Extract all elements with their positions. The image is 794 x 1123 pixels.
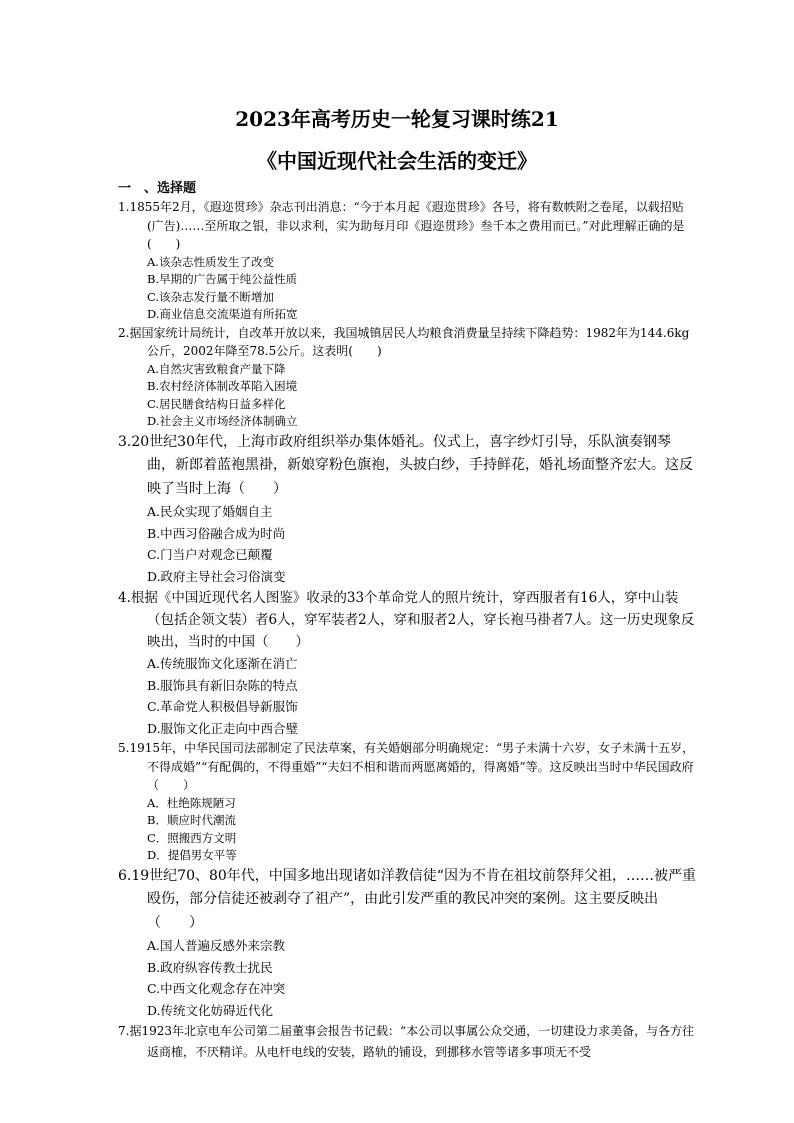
option-b: B.早期的广告属于纯公益性质 xyxy=(147,272,298,286)
question-stem: 2.据国家统计局统计，自改革开放以来，我国城镇居民人均粮食消费量呈持续下降趋势：1982年为144.6kg公斤，2002年降至78.5公斤。这表明( ) xyxy=(118,325,690,358)
question-stem: 6.19世纪70、80年代，中国多地出现诸如洋教信徒“因为不肯在祖坟前祭拜父祖，……被严重殴伤，部分信徒还被剥夺了祖产”，由此引发严重的教民冲突的案例。这主要反映出（ ） xyxy=(118,867,696,931)
option-c: C．照搬西方文明 xyxy=(147,830,237,845)
question-stem: 7.据1923年北京电车公司第二届董事会报告书记载：“本公司以事属公众交通，一切建设力求美备，与各方往返商榷，不厌精详。从电杆电线的安装，路轨的铺设，到挪移水管等诸多事项无不受 xyxy=(118,1024,695,1059)
question-5 xyxy=(118,739,698,865)
question-2 xyxy=(118,324,698,431)
question-1 xyxy=(118,198,698,324)
option-b: B．顺应时代潮流 xyxy=(147,813,236,827)
option-c: C.门当户对观念已颠覆 xyxy=(147,547,273,562)
option-d: D.政府主导社会习俗演变 xyxy=(147,568,286,584)
option-d: D.传统文化妨碍近代化 xyxy=(147,1002,274,1018)
option-b: B.中西习俗融合成为时尚 xyxy=(147,525,286,541)
option-d: D．提倡男女平等 xyxy=(147,848,237,862)
question-7 xyxy=(118,1021,698,1063)
option-c: C.革命党人积极倡导新服饰 xyxy=(147,699,298,714)
option-d: D.社会主义市场经济体制确立 xyxy=(147,414,298,428)
option-d: D.商业信息交流渠道有所拓宽 xyxy=(147,307,298,321)
option-a: A．杜绝陈规陋习 xyxy=(147,795,236,810)
document-title: 2023年高考历史一轮复习课时练21 xyxy=(235,107,559,131)
option-b: B.服饰具有新旧杂陈的特点 xyxy=(147,677,298,693)
document-subtitle: 《中国近现代社会生活的变迁》 xyxy=(257,149,537,173)
option-b: B.政府纵容传教士扰民 xyxy=(147,959,273,975)
question-stem: 5.1915年，中华民国司法部制定了民法草案，有关婚姻部分明确规定：“男子未满十六岁，女子未满十五岁，不得成婚”“有配偶的，不得重婚”“夫妇不相和谐而两愿离婚的，得离婚”等。这反映出当时中华民国政府（ ） xyxy=(118,741,695,792)
section-heading: 一 、选择题 xyxy=(118,181,197,196)
document-body xyxy=(118,180,698,1063)
question-stem: 1.1855年2月，《遐迩贯珍》杂志刊出消息：“今于本月起《遐迩贯珍》各号，将有数帙附之卷尾，以载招贴(广告)……至所取之银，非以求利，实为助每月印《遐迩贯珍》叁千本之费用而已。”对此理解正确的是( ) xyxy=(118,200,685,251)
question-stem: 4.根据《中国近现代名人图鉴》收录的33个革命党人的照片统计，穿西服者有16人，穿中山装（包括企领文装）者6人，穿军装者2人，穿和服者2人，穿长袍马褂者7人。这一历史现象反映出，当时的中国（ ） xyxy=(118,590,695,650)
option-c: C.该杂志发行量不断增加 xyxy=(147,289,275,304)
question-stem: 3.20世纪30年代，上海市政府组织举办集体婚礼。仪式上，喜字纱灯引导，乐队演奏钢琴曲，新郎着蓝袍黑褂，新娘穿粉色旗袍，头披白纱，手持鲜花，婚礼场面整齐宏大。这反映了当时上海（ ） xyxy=(118,433,693,497)
option-b: B.农村经济体制改革陷入困境 xyxy=(147,379,298,393)
option-a: A.该杂志性质发生了改变 xyxy=(147,254,274,269)
option-a: A.国人普遍反感外来宗教 xyxy=(147,938,286,953)
option-a: A.自然灾害致粮食产量下降 xyxy=(147,361,286,376)
option-a: A.民众实现了婚姻自主 xyxy=(147,504,273,519)
option-a: A.传统服饰文化逐渐在消亡 xyxy=(147,656,298,671)
question-3 xyxy=(118,431,698,588)
question-4 xyxy=(118,587,698,739)
option-c: C.居民膳食结构日益多样化 xyxy=(147,396,286,411)
option-c: C.中西文化观念存在冲突 xyxy=(147,981,286,996)
option-d: D.服饰文化正走向中西合璧 xyxy=(147,720,299,736)
question-6 xyxy=(118,865,698,1022)
